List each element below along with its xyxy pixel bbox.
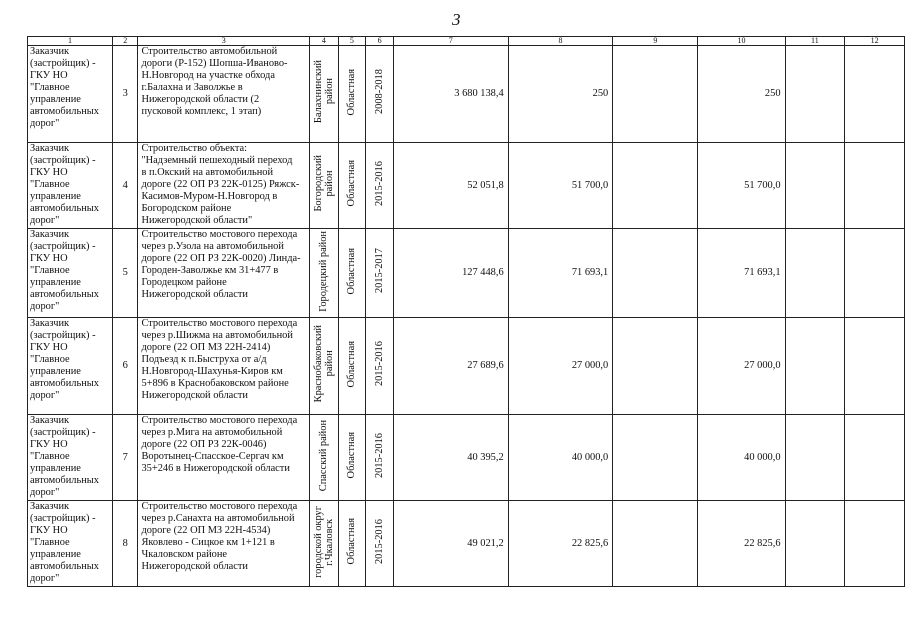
table-row (28, 229, 905, 318)
estimated-cost-cell: 40 395,2 (393, 415, 508, 501)
district-cell (310, 415, 339, 501)
amount-col10-cell: 22 825,6 (698, 501, 785, 587)
amount-col9-cell (613, 229, 698, 318)
construction-objects-table (27, 36, 905, 587)
amount-col11-cell (785, 46, 845, 143)
amount-col9-cell (613, 415, 698, 501)
period-cell (366, 318, 394, 415)
district-text: Богородский район (312, 155, 335, 212)
table-row (28, 415, 905, 501)
district-text: Спасский район (318, 419, 330, 492)
customer-cell: Заказчик (застройщик) - ГКУ НО "Главное управление автомобильных дорог" (28, 318, 113, 415)
customer-cell: Заказчик (застройщик) - ГКУ НО "Главное управление автомобильных дорог" (28, 501, 113, 587)
object-name-cell: Строительство мостового перехода через р.Узола на автомобильной дороге (22 ОП РЗ 22К-0020) Линда- Городен-Заволжье км 31+477 в Городецком районе Нижегородской области (138, 229, 310, 318)
amount-col8-cell: 51 700,0 (508, 143, 613, 229)
district-cell (310, 318, 339, 415)
period-cell (366, 229, 394, 318)
column-number-9: 9 (613, 37, 698, 46)
amount-col11-cell (785, 415, 845, 501)
period-text: 2015-2017 (374, 248, 386, 294)
column-number-6: 6 (366, 37, 394, 46)
amount-col8-cell: 71 693,1 (508, 229, 613, 318)
budget-level-cell (338, 501, 366, 587)
object-name-cell: Строительство мостового перехода через р.Шижма на автомобильной дороге (22 ОП МЗ 22Н-2414) Подъезд к п.Быструха от а/д Н.Новгород-Шахунья-Киров км 5+896 в Краснобаковском районе Нижегородской области (138, 318, 310, 415)
budget-level-cell (338, 318, 366, 415)
row-number-cell: 7 (113, 415, 138, 501)
amount-col11-cell (785, 501, 845, 587)
estimated-cost-cell: 49 021,2 (393, 501, 508, 587)
object-name-cell: Строительство мостового перехода через р.Санахта на автомобильной дороге (22 ОП МЗ 22Н-4534) Яковлево - Сицкое км 1+121 в Чкаловском районе Нижегородской области (138, 501, 310, 587)
column-number-3: 3 (138, 37, 310, 46)
amount-col12-cell (845, 46, 905, 143)
column-number-11: 11 (785, 37, 845, 46)
customer-cell: Заказчик (застройщик) - ГКУ НО "Главное управление автомобильных дорог" (28, 229, 113, 318)
header-number-row (28, 37, 905, 46)
budget-level-text: Областная (346, 247, 358, 295)
period-text: 2015-2016 (374, 518, 386, 565)
column-number-10: 10 (698, 37, 785, 46)
object-name-cell: Строительство автомобильной дороги (Р-152) Шопша-Иваново- Н.Новгород на участке обхода г.Балахна и Заволжье в Нижегородской области (2 пусковой комплекс, 1 этап) (138, 46, 310, 143)
object-name-cell: Строительство мостового перехода через р.Мига на автомобильной дороге (22 ОП РЗ 22К-0046) Воротынец-Спасское-Сергач км 35+246 в Нижегородской области (138, 415, 310, 501)
column-number-5: 5 (338, 37, 366, 46)
amount-col11-cell (785, 229, 845, 318)
budget-level-text: Областная (346, 432, 358, 479)
estimated-cost-cell: 3 680 138,4 (393, 46, 508, 143)
budget-level-cell (338, 229, 366, 318)
amount-col9-cell (613, 501, 698, 587)
district-cell (310, 229, 339, 318)
table-row (28, 46, 905, 143)
budget-level-text: Областная (346, 160, 358, 207)
amount-col9-cell (613, 46, 698, 143)
amount-col12-cell (845, 415, 905, 501)
row-number-cell: 4 (113, 143, 138, 229)
district-cell (310, 143, 339, 229)
amount-col8-cell: 22 825,6 (508, 501, 613, 587)
column-number-7: 7 (393, 37, 508, 46)
district-text: Краснобаковский район (312, 325, 335, 403)
budget-level-text: Областная (346, 518, 358, 565)
estimated-cost-cell: 27 689,6 (393, 318, 508, 415)
row-number-cell: 8 (113, 501, 138, 587)
amount-col11-cell (785, 143, 845, 229)
page-number: 3 (452, 10, 461, 29)
column-number-4: 4 (310, 37, 339, 46)
budget-level-cell (338, 46, 366, 143)
column-number-8: 8 (508, 37, 613, 46)
amount-col12-cell (845, 501, 905, 587)
estimated-cost-cell: 127 448,6 (393, 229, 508, 318)
customer-cell: Заказчик (застройщик) - ГКУ НО "Главное управление автомобильных дорог" (28, 415, 113, 501)
budget-level-text: Областная (346, 340, 358, 388)
amount-col8-cell: 250 (508, 46, 613, 143)
row-number-cell: 5 (113, 229, 138, 318)
amount-col10-cell: 250 (698, 46, 785, 143)
period-text: 2015-2016 (374, 341, 386, 387)
amount-col10-cell: 40 000,0 (698, 415, 785, 501)
district-text: городской округ г.Чкаловск (312, 505, 335, 578)
district-text: Балахнинский район (312, 60, 335, 124)
row-number-cell: 3 (113, 46, 138, 143)
district-text: Городецкий район (318, 230, 330, 312)
estimated-cost-cell: 52 051,8 (393, 143, 508, 229)
amount-col8-cell: 40 000,0 (508, 415, 613, 501)
column-number-2: 2 (113, 37, 138, 46)
amount-col10-cell: 51 700,0 (698, 143, 785, 229)
period-cell (366, 46, 394, 143)
amount-col9-cell (613, 143, 698, 229)
period-text: 2015-2016 (374, 160, 386, 207)
table-row (28, 501, 905, 587)
district-cell (310, 501, 339, 587)
district-cell (310, 46, 339, 143)
amount-col8-cell: 27 000,0 (508, 318, 613, 415)
customer-cell: Заказчик (застройщик) - ГКУ НО "Главное управление автомобильных дорог" (28, 143, 113, 229)
customer-cell: Заказчик (застройщик) - ГКУ НО "Главное управление автомобильных дорог" (28, 46, 113, 143)
period-cell (366, 143, 394, 229)
amount-col12-cell (845, 229, 905, 318)
amount-col10-cell: 27 000,0 (698, 318, 785, 415)
column-number-12: 12 (845, 37, 905, 46)
amount-col9-cell (613, 318, 698, 415)
period-cell (366, 415, 394, 501)
period-cell (366, 501, 394, 587)
object-name-cell: Строительство объекта: "Надземный пешеходный переход в п.Окский на автомобильной дороге (22 ОП РЗ 22К-0125) Ряжск- Касимов-Муром-Н.Новгород в Богородском районе Нижегородской области" (138, 143, 310, 229)
row-number-cell: 6 (113, 318, 138, 415)
amount-col12-cell (845, 318, 905, 415)
period-text: 2008-2018 (374, 69, 386, 115)
amount-col11-cell (785, 318, 845, 415)
table-row (28, 143, 905, 229)
budget-level-cell (338, 415, 366, 501)
budget-level-text: Областная (346, 68, 358, 116)
budget-level-cell (338, 143, 366, 229)
table-row (28, 318, 905, 415)
period-text: 2015-2016 (374, 432, 386, 479)
amount-col10-cell: 71 693,1 (698, 229, 785, 318)
column-number-1: 1 (28, 37, 113, 46)
amount-col12-cell (845, 143, 905, 229)
